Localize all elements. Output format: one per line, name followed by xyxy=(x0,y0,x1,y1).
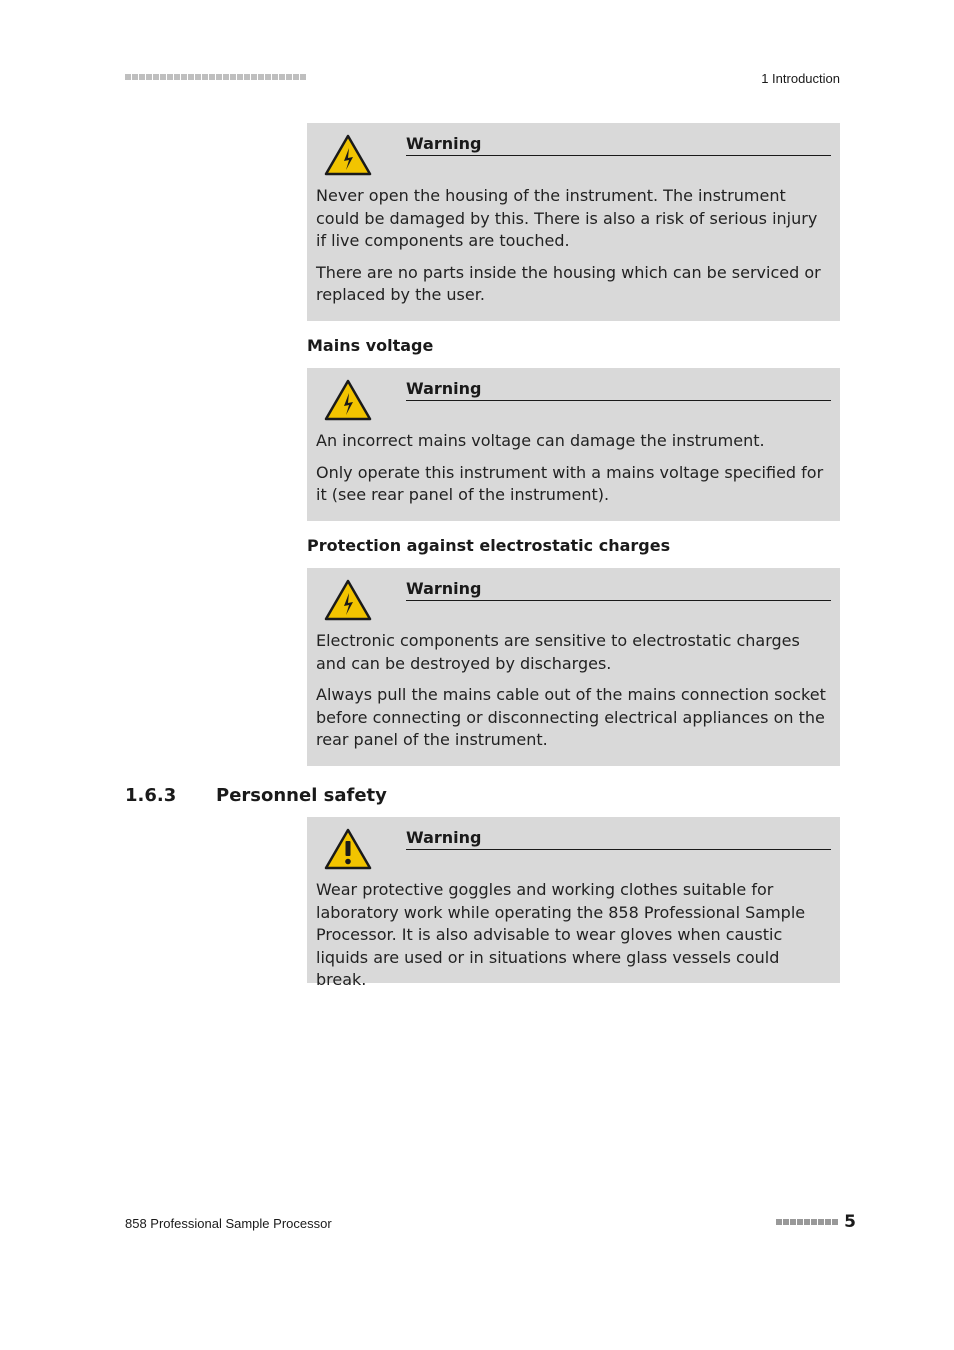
warning-text: Always pull the mains cable out of the mains connection socket before connecting or disconnecting electrical appliances on the rear panel of the instrument. xyxy=(316,685,826,750)
warning-title: Warning xyxy=(406,134,831,156)
electric-hazard-icon xyxy=(324,579,372,621)
warning-title: Warning xyxy=(406,379,831,401)
warning-box xyxy=(307,368,840,521)
footer-decoration xyxy=(776,1219,838,1225)
warning-text: Wear protective goggles and working clothes suitable for laboratory work while operating the 858 Professional Sample Processor. It is also advisable to wear gloves when caustic liquids are used or in situations where glass vessels could break. xyxy=(316,880,806,990)
electric-hazard-icon xyxy=(324,134,372,176)
footer-page xyxy=(776,1212,856,1232)
section-title: Personnel safety xyxy=(216,785,387,806)
electric-hazard-icon xyxy=(324,379,372,421)
warning-text: There are no parts inside the housing which can be serviced or replaced by the user. xyxy=(316,262,821,305)
warning-text: Only operate this instrument with a mains voltage specified for it (see rear panel of the instrument). xyxy=(316,462,824,505)
warning-box xyxy=(307,123,840,321)
subheading: Mains voltage xyxy=(307,336,434,355)
warning-text: Electronic components are sensitive to electrostatic charges and can be destroyed by discharges. xyxy=(316,631,800,673)
warning-title: Warning xyxy=(406,828,831,850)
page-number: 5 xyxy=(844,1212,856,1232)
general-warning-icon xyxy=(324,828,372,870)
warning-box xyxy=(307,817,840,990)
header-decoration xyxy=(125,74,306,82)
section-number: 1.6.3 xyxy=(125,785,177,806)
subheading: Protection against electrostatic charges xyxy=(307,536,671,555)
warning-box xyxy=(307,568,840,766)
footer-product: 858 Professional Sample Processor xyxy=(125,1216,332,1231)
running-header: 1 Introduction xyxy=(761,71,840,86)
warning-text: Never open the housing of the instrument. The instrument could be damaged by this. There is also a risk of serious injury if live components are touched. xyxy=(316,186,818,251)
section-heading xyxy=(125,785,387,806)
warning-text: An incorrect mains voltage can damage the instrument. xyxy=(316,431,765,450)
warning-title: Warning xyxy=(406,579,831,601)
